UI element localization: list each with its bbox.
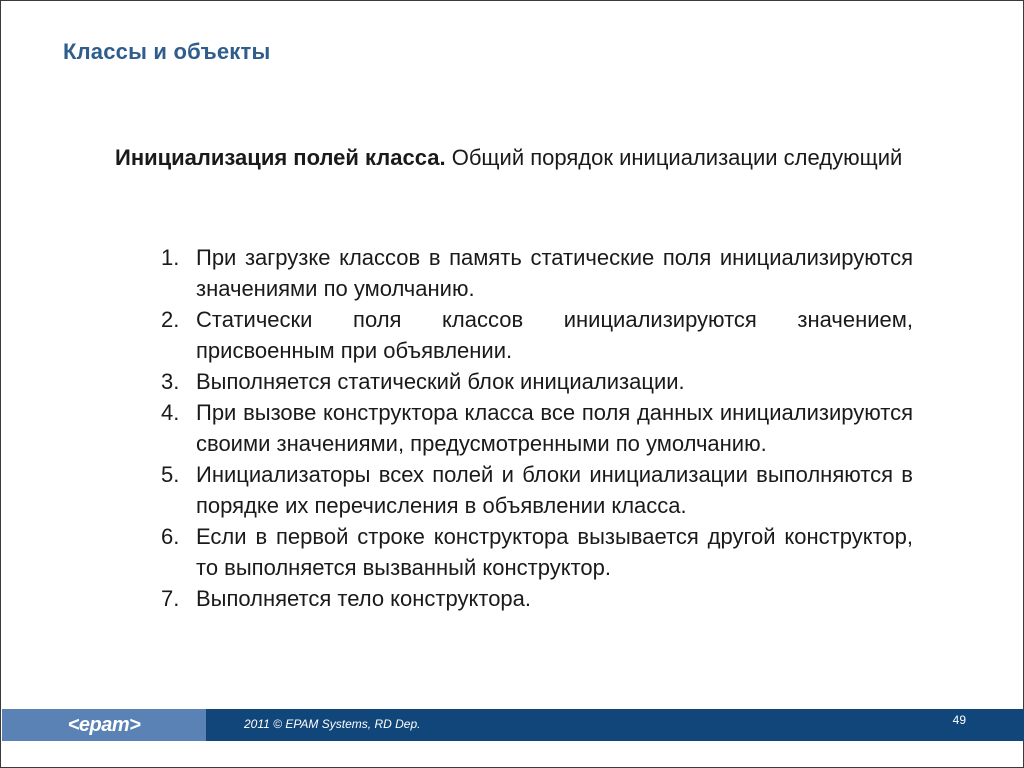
list-item-number: 5.: [161, 462, 180, 487]
list-item: [161, 583, 913, 614]
page-number: 49: [952, 713, 966, 727]
intro-bold-text: Инициализация полей класса.: [115, 145, 446, 170]
slide-footer: [2, 709, 1024, 741]
list-item-text: При вызове конструктора класса все поля данных инициализируются своими значениями, предусмотренными по умолчанию.: [196, 400, 913, 456]
intro-text: Общий порядок инициализации следующий: [445, 145, 903, 170]
footer-bar: [206, 709, 1024, 741]
list-item-number: 3.: [161, 369, 180, 394]
epam-logo: [2, 709, 206, 741]
list-item: [161, 242, 913, 304]
copyright-text: 2011 © EPAM Systems, RD Dep.: [244, 717, 421, 731]
epam-logo-text: <epam>: [67, 713, 141, 736]
list-item-number: 7.: [161, 586, 180, 611]
list-item: [161, 521, 913, 583]
list-item-number: 6.: [161, 524, 180, 549]
list-item-number: 1.: [161, 245, 180, 270]
list-item-number: 4.: [161, 400, 180, 425]
initialization-order-list: [161, 242, 913, 614]
list-item-text: Если в первой строке конструктора вызывается другой конструктор, то выполняется вызванный конструктор.: [196, 524, 913, 580]
slide-title: Классы и объекты: [63, 39, 271, 64]
list-item-text: Выполняется статический блок инициализации.: [196, 369, 685, 394]
list-item: [161, 397, 913, 459]
list-item-number: 2.: [161, 307, 180, 332]
list-item: [161, 366, 913, 397]
intro-paragraph: [115, 143, 915, 173]
list-item-text: Инициализаторы всех полей и блоки инициализации выполняются в порядке их перечисления в объявлении класса.: [196, 462, 913, 518]
list-item-text: Статически поля классов инициализируются значением, присвоенным при объявлении.: [196, 307, 913, 363]
list-item: [161, 459, 913, 521]
list-item-text: Выполняется тело конструктора.: [196, 586, 532, 611]
list-item: [161, 304, 913, 366]
list-item-text: При загрузке классов в память статические поля инициализируются значениями по умолчанию.: [196, 245, 913, 301]
